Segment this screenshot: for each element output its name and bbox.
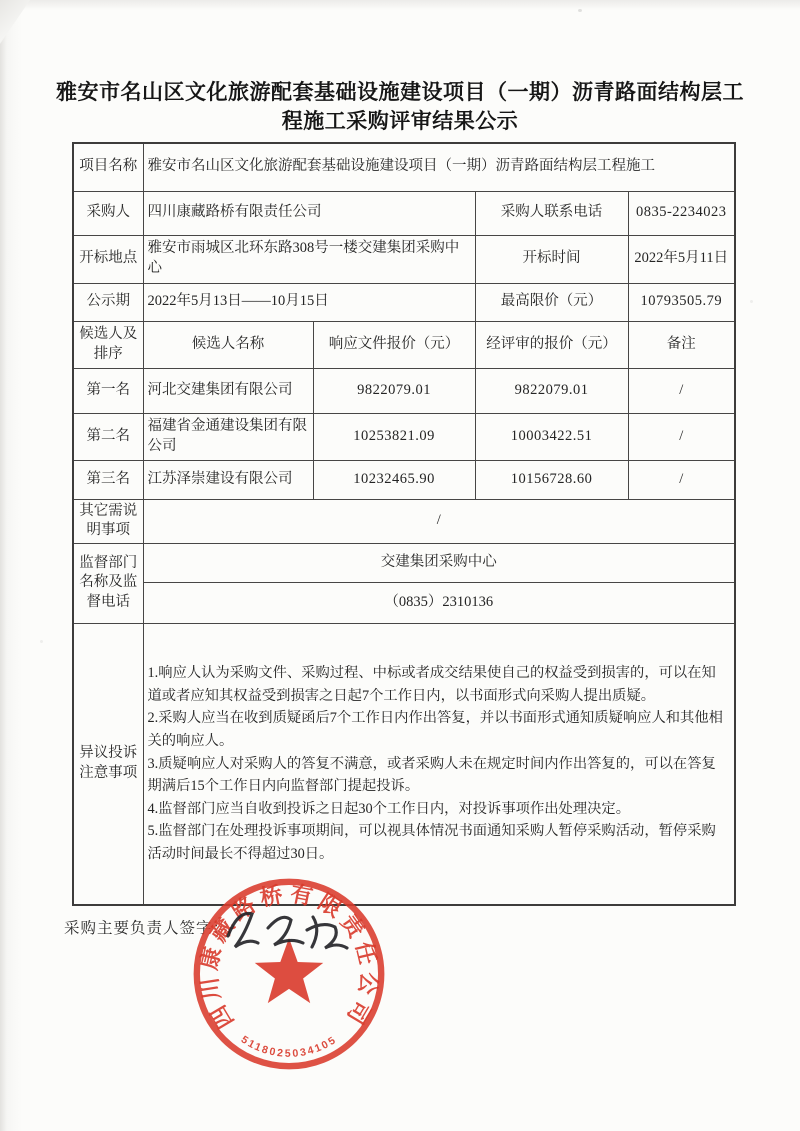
candidate-rank: 第一名 — [73, 368, 143, 413]
row-supervision-phone — [73, 582, 735, 623]
objection-item-2: 2.采购人应当在收到质疑函后7个工作日内作出答复，并以书面形式通知质疑响应人和其他相关的响应人。 — [147, 710, 723, 749]
objection-item-4: 4.监督部门应当自收到投诉之日起30个工作日内，对投诉事项作出处理决定。 — [147, 800, 631, 817]
objection-item-1: 1.响应人认为采购文件、采购过程、中标或者成交结果使自己的权益受到损害的，可以在知道或者应知其权益受到损害之日起7个工作日内，以书面形式向采购人提出质疑。 — [147, 665, 716, 704]
row-other-notes — [73, 499, 735, 543]
candidates-bid-header: 响应文件报价（元） — [313, 321, 475, 368]
candidates-header-row — [73, 321, 735, 368]
signature-scribble — [216, 890, 366, 976]
title-line-1: 雅安市名山区文化旅游配套基础设施建设项目（一期）沥青路面结构层工 — [56, 81, 744, 104]
bid-location-label: 开标地点 — [73, 235, 143, 283]
scan-speck — [578, 9, 582, 12]
candidate-bid: 10232465.90 — [313, 460, 475, 499]
candidate-remark: / — [628, 460, 735, 499]
candidate-remark: / — [628, 368, 735, 413]
bid-time-value: 2022年5月11日 — [628, 235, 735, 283]
purchaser-value: 四川康藏路桥有限责任公司 — [143, 191, 475, 235]
objection-item-5: 5.监督部门在处理投诉事项期间，可以视具体情况书面通知采购人暂停采购活动，暂停采购活动时间最长不得超过30日。 — [147, 823, 716, 862]
objection-item-3: 3.质疑响应人对采购人的答复不满意，或者采购人未在规定时间内作出答复的，可以在答复期满后15个工作日内向监督部门提起投诉。 — [147, 755, 716, 795]
row-publicity-period — [73, 283, 735, 321]
supervision-phone: （0835）2310136 — [143, 582, 735, 623]
page-corner-fold — [0, 0, 30, 44]
candidate-name: 河北交建集团有限公司 — [143, 368, 313, 413]
row-objection-notice — [73, 623, 735, 905]
candidate-row-3 — [73, 460, 735, 499]
seal-number-text: 5118025034105 — [238, 1033, 340, 1060]
purchaser-phone-label: 采购人联系电话 — [475, 191, 628, 235]
other-notes-label: 其它需说明事项 — [73, 499, 143, 543]
candidate-row-2 — [73, 413, 735, 460]
bid-time-label: 开标时间 — [475, 235, 628, 283]
supervision-name: 交建集团采购中心 — [143, 543, 735, 582]
objection-text — [143, 623, 735, 905]
objection-label: 异议投诉注意事项 — [73, 623, 143, 905]
candidate-evaluated: 10156728.60 — [475, 460, 628, 499]
row-project-name — [73, 143, 735, 191]
max-price-label: 最高限价（元） — [475, 283, 628, 321]
other-notes-value: / — [143, 499, 735, 543]
title-line-2: 程施工采购评审结果公示 — [281, 110, 519, 133]
max-price-value: 10793505.79 — [628, 283, 735, 321]
purchaser-phone-value: 0835-2234023 — [628, 191, 735, 235]
candidate-name: 江苏泽崇建设有限公司 — [143, 460, 313, 499]
candidates-remark-header: 备注 — [628, 321, 735, 368]
candidate-remark: / — [628, 413, 735, 460]
publicity-value: 2022年5月13日——10月15日 — [143, 283, 475, 321]
candidate-bid: 9822079.01 — [313, 368, 475, 413]
scan-speck — [40, 640, 43, 643]
page-title — [0, 78, 800, 136]
signature-label: 采购主要负责人签字： — [64, 920, 230, 937]
candidates-evaluated-header: 经评审的报价（元） — [475, 321, 628, 368]
project-name-label: 项目名称 — [73, 143, 143, 191]
candidate-name: 福建省金通建设集团有限公司 — [143, 413, 313, 460]
purchaser-label: 采购人 — [73, 191, 143, 235]
publicity-label: 公示期 — [73, 283, 143, 321]
seal-company-text: 四川康藏路桥有限责任公司 — [195, 880, 383, 1033]
bid-location-value: 雅安市雨城区北环东路308号一楼交建集团采购中心 — [143, 235, 475, 283]
project-name-value: 雅安市名山区文化旅游配套基础设施建设项目（一期）沥青路面结构层工程施工 — [143, 143, 735, 191]
candidate-rank: 第三名 — [73, 460, 143, 499]
candidate-rank: 第二名 — [73, 413, 143, 460]
row-supervision-name — [73, 543, 735, 582]
supervision-label: 监督部门名称及监督电话 — [73, 543, 143, 623]
result-table — [72, 142, 736, 906]
candidate-evaluated: 10003422.51 — [475, 413, 628, 460]
candidates-name-header: 候选人名称 — [143, 321, 313, 368]
candidate-evaluated: 9822079.01 — [475, 368, 628, 413]
candidate-row-1 — [73, 368, 735, 413]
row-bid-opening — [73, 235, 735, 283]
candidates-rank-header: 候选人及排序 — [73, 321, 143, 368]
row-purchaser — [73, 191, 735, 235]
scan-speck — [750, 300, 753, 303]
candidate-bid: 10253821.09 — [313, 413, 475, 460]
